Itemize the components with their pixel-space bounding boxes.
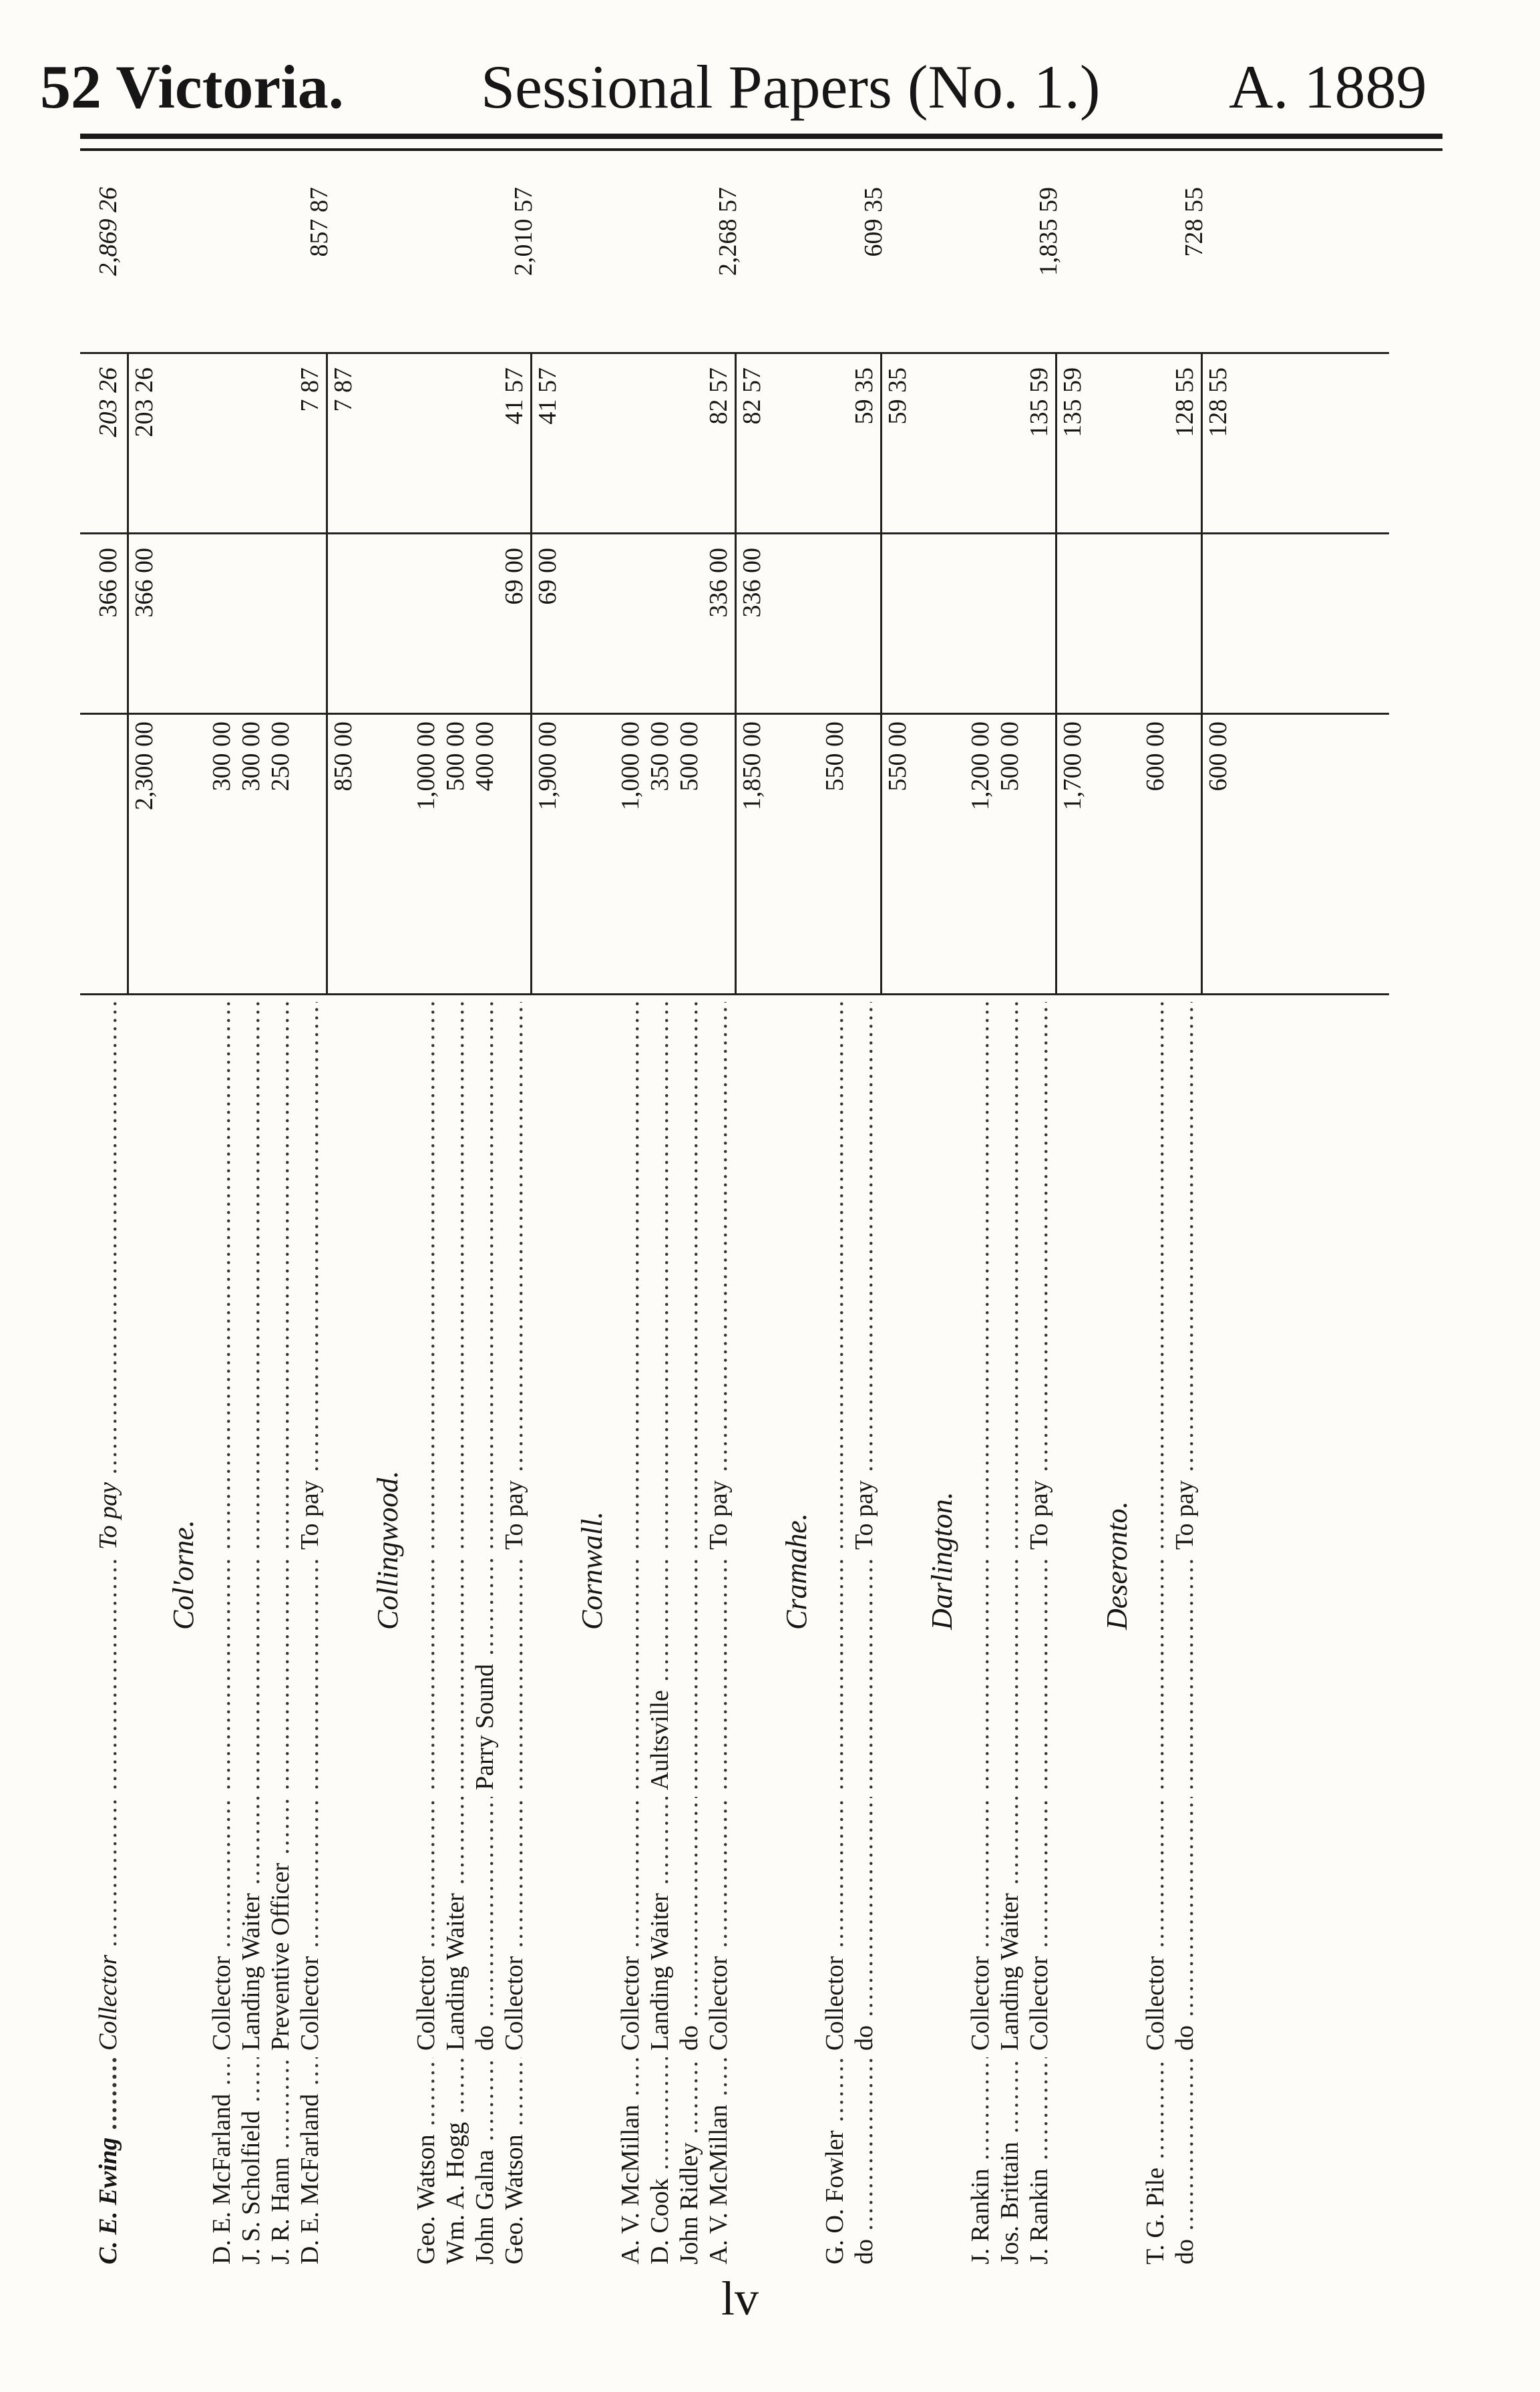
station-heading: Cornwall. [576,1511,608,1630]
subtotal-cell: 69 00 [534,548,562,605]
station-heading: Collingwood. [371,1470,404,1630]
subtotal-cell: 1,900 00 [534,721,562,810]
header-rule-thin [80,148,1442,151]
amount-cell [236,548,266,715]
column-divider [127,354,129,995]
amount-cell [1141,367,1170,534]
subtotal-cell [1203,548,1233,715]
office-title: Collector ..... [1024,1797,1054,2051]
amount-cell [207,367,236,534]
place-name [616,1556,645,1790]
officer-name: do ..... [849,2057,879,2264]
officer-name: J. S. Scholfield ..... [236,2057,266,2264]
ledger-table [80,167,1389,2271]
subtotal-cell: 600 00 [1204,721,1232,792]
grand-total: 2,869 26 [94,187,122,276]
amount-cell [1024,721,1054,995]
office-title: Collector ..... [411,1797,441,2051]
officer-name: J. R. Hann ..... [266,2057,295,2264]
place-name [995,1556,1024,1790]
subtotal-cell [329,548,358,715]
amount-cell: 1,200 00 [966,721,994,810]
subtotal-cell: 59 35 [884,367,912,425]
amount-cell: 336 00 [705,548,733,618]
office-title: do ..... [470,1797,500,2051]
office-title: Collector ..... [93,1797,123,2051]
station-heading: Darlington. [926,1492,958,1630]
place-name [236,1556,266,1790]
office-title: Landing Waiter ..... [236,1797,266,2051]
subtotal-cell: 1,850 00 [738,721,766,810]
amount-cell: 366 00 [94,548,122,618]
header-rule [80,134,1442,139]
amount-cell: 69 00 [500,548,528,605]
place-name [1141,1556,1170,1790]
officer-name: A. V. McMillan ..... [704,2057,733,2264]
subtotal-cell: 203 26 [130,367,158,438]
amount-cell: 59 35 [850,367,878,425]
station-heading: Deseronto. [1101,1501,1133,1630]
subtotal-cell: 41 57 [534,367,562,425]
amount-cell: 300 00 [208,721,236,792]
place-name [93,1556,123,1790]
amount-cell [995,548,1024,715]
subtotal-cell: 128 55 [1204,367,1232,438]
amount-cell [295,721,325,995]
place-name [820,1556,849,1790]
officer-name: Wm. A. Hogg ..... [441,2057,470,2264]
officer-name: D. E. McFarland ..... [295,2057,325,2264]
place-name [411,1556,441,1790]
amount-cell: 500 00 [675,721,703,792]
office-title: Collector ..... [704,1797,733,2051]
pay-label: To pay ..... [704,1002,733,1550]
subtotal-cell: 2,300 00 [130,721,158,810]
leader-dots [207,1002,236,1550]
officer-name: J. Rankin ..... [1024,2057,1054,2264]
amount-cell [1024,548,1054,715]
page-header [0,47,1540,147]
amount-cell [820,367,849,534]
officer-name: Jos. Brittain ..... [995,2057,1024,2264]
amount-cell [441,548,470,715]
officer-name: J. Rankin ..... [966,2057,995,2264]
amount-cell [966,548,995,715]
leader-dots [441,1002,470,1550]
place-name [966,1556,995,1790]
office-title: Preventive Officer ..... [266,1797,295,2051]
place-name [207,1556,236,1790]
leader-dots [820,1002,849,1550]
amount-cell [470,548,500,715]
place-name [1024,1556,1054,1790]
grand-total: 1,835 59 [1034,187,1063,276]
subtotal-cell [1058,548,1087,715]
station-heading: Cramahe. [780,1513,813,1630]
place-name: Parry Sound ..... [470,1556,500,1790]
amount-cell [1170,548,1199,715]
amount-cell [645,367,675,534]
office-title: Collector ..... [500,1797,529,2051]
officer-name: C. E. Ewing ..... [93,2057,123,2264]
office-title: Collector ..... [966,1797,995,2051]
amount-cell: 500 00 [441,721,469,792]
place-name: Aultsville ..... [645,1556,675,1790]
amount-cell [470,367,500,534]
officer-name: T. G. Pile ..... [1141,2057,1170,2264]
place-name [1170,1556,1199,1790]
amount-cell: 82 57 [705,367,733,425]
pay-label: To pay ..... [93,1002,123,1550]
subtotal-cell: 336 00 [738,548,766,618]
station-heading: Col'orne. [167,1520,200,1630]
place-name [704,1556,733,1790]
page-number: lv [721,2272,759,2325]
amount-cell: 128 55 [1171,367,1199,438]
office-title: Landing Waiter ..... [441,1797,470,2051]
pay-label: To pay ..... [1024,1002,1054,1550]
amount-cell [675,548,704,715]
year-label: A. 1889 [1229,53,1427,121]
amount-cell [849,548,879,715]
amount-cell [1170,721,1199,995]
amount-cell [266,367,295,534]
amount-cell [966,367,995,534]
amount-cell [411,367,441,534]
grand-total: 2,268 57 [714,187,742,276]
subtotal-cell: 550 00 [884,721,912,792]
amount-cell: 203 26 [94,367,122,438]
office-title: Collector ..... [820,1797,849,2051]
pay-label: To pay ..... [295,1002,325,1550]
officer-name: A. V. McMillan ..... [616,2057,645,2264]
amount-cell [704,721,733,995]
officer-name: John Galna ..... [470,2057,500,2264]
amount-cell [236,367,266,534]
office-title: Collector ..... [295,1797,325,2051]
place-name [675,1556,704,1790]
place-name [295,1556,325,1790]
grand-total: 857 87 [305,187,333,257]
column-divider [326,354,328,995]
amount-cell [820,548,849,715]
amount-cell [1141,548,1170,715]
amount-cell [675,367,704,534]
subtotal-cell: 366 00 [130,548,158,618]
leader-dots [411,1002,441,1550]
officer-name: Geo. Watson ..... [500,2057,529,2264]
leader-dots [266,1002,295,1550]
office-title: Landing Waiter ..... [995,1797,1024,2051]
amount-cell: 350 00 [646,721,674,792]
amount-cell [849,721,879,995]
column-divider [1201,354,1203,995]
leader-dots [966,1002,995,1550]
column-divider [530,354,532,995]
amount-cell: 7 87 [296,367,324,412]
amount-cell: 41 57 [500,367,528,425]
pay-label: To pay ..... [500,1002,529,1550]
office-title: do ..... [675,1797,704,2051]
amount-cell: 500 00 [996,721,1024,792]
amount-cell [616,548,645,715]
office-title: Landing Waiter ..... [645,1797,675,2051]
subtotal-cell: 850 00 [329,721,357,792]
amount-cell: 550 00 [821,721,849,792]
subtotal-cell: 1,700 00 [1058,721,1087,810]
grand-total: 609 35 [859,187,888,257]
grand-total: 2,010 57 [510,187,538,276]
officer-name: D. E. McFarland ..... [207,2057,236,2264]
office-title: do ..... [849,1797,879,2051]
office-title: Collector ..... [616,1797,645,2051]
amount-cell: 300 00 [237,721,265,792]
leader-dots [616,1002,645,1550]
amount-cell: 400 00 [471,721,499,792]
amount-cell: 600 00 [1141,721,1169,792]
place-name [441,1556,470,1790]
amount-cell: 1,000 00 [616,721,644,810]
session-label: 52 Victoria. [40,53,344,121]
subtotal-cell: 82 57 [738,367,766,425]
grand-total: 728 55 [1180,187,1208,257]
amount-cell [411,548,441,715]
pay-label: To pay ..... [849,1002,879,1550]
amount-cell [207,548,236,715]
place-name [266,1556,295,1790]
office-title: do ..... [1170,1797,1199,2051]
amount-cell [645,548,675,715]
leader-dots [995,1002,1024,1550]
place-name [500,1556,529,1790]
amount-cell [266,548,295,715]
office-title: Collector ..... [1141,1797,1170,2051]
office-title: Collector ..... [207,1797,236,2051]
officer-name: do ..... [1170,2057,1199,2264]
leader-dots [236,1002,266,1550]
document-title: Sessional Papers (No. 1.) [481,53,1101,121]
place-name [849,1556,879,1790]
amount-cell [995,367,1024,534]
leader-dots [645,1002,675,1550]
subtotal-cell [883,548,912,715]
amount-cell: 250 00 [266,721,295,792]
leader-dots [1141,1002,1170,1550]
column-divider [880,354,882,995]
amount-cell [616,367,645,534]
officer-name: John Ridley ..... [675,2057,704,2264]
pay-label: To pay ..... [1170,1002,1199,1550]
amount-cell: 1,000 00 [412,721,440,810]
officer-name: Geo. Watson ..... [411,2057,441,2264]
column-divider [1055,354,1057,995]
officer-name: D. Cook ..... [645,2057,675,2264]
amount-cell [500,721,529,995]
amount-cell [441,367,470,534]
amount-cell [295,548,325,715]
subtotal-cell: 135 59 [1058,367,1087,438]
leader-dots [470,1002,500,1550]
column-divider [735,354,737,995]
officer-name: G. O. Fowler ..... [820,2057,849,2264]
subtotal-cell: 7 87 [329,367,357,412]
leader-dots [675,1002,704,1550]
amount-cell: 135 59 [1025,367,1053,438]
